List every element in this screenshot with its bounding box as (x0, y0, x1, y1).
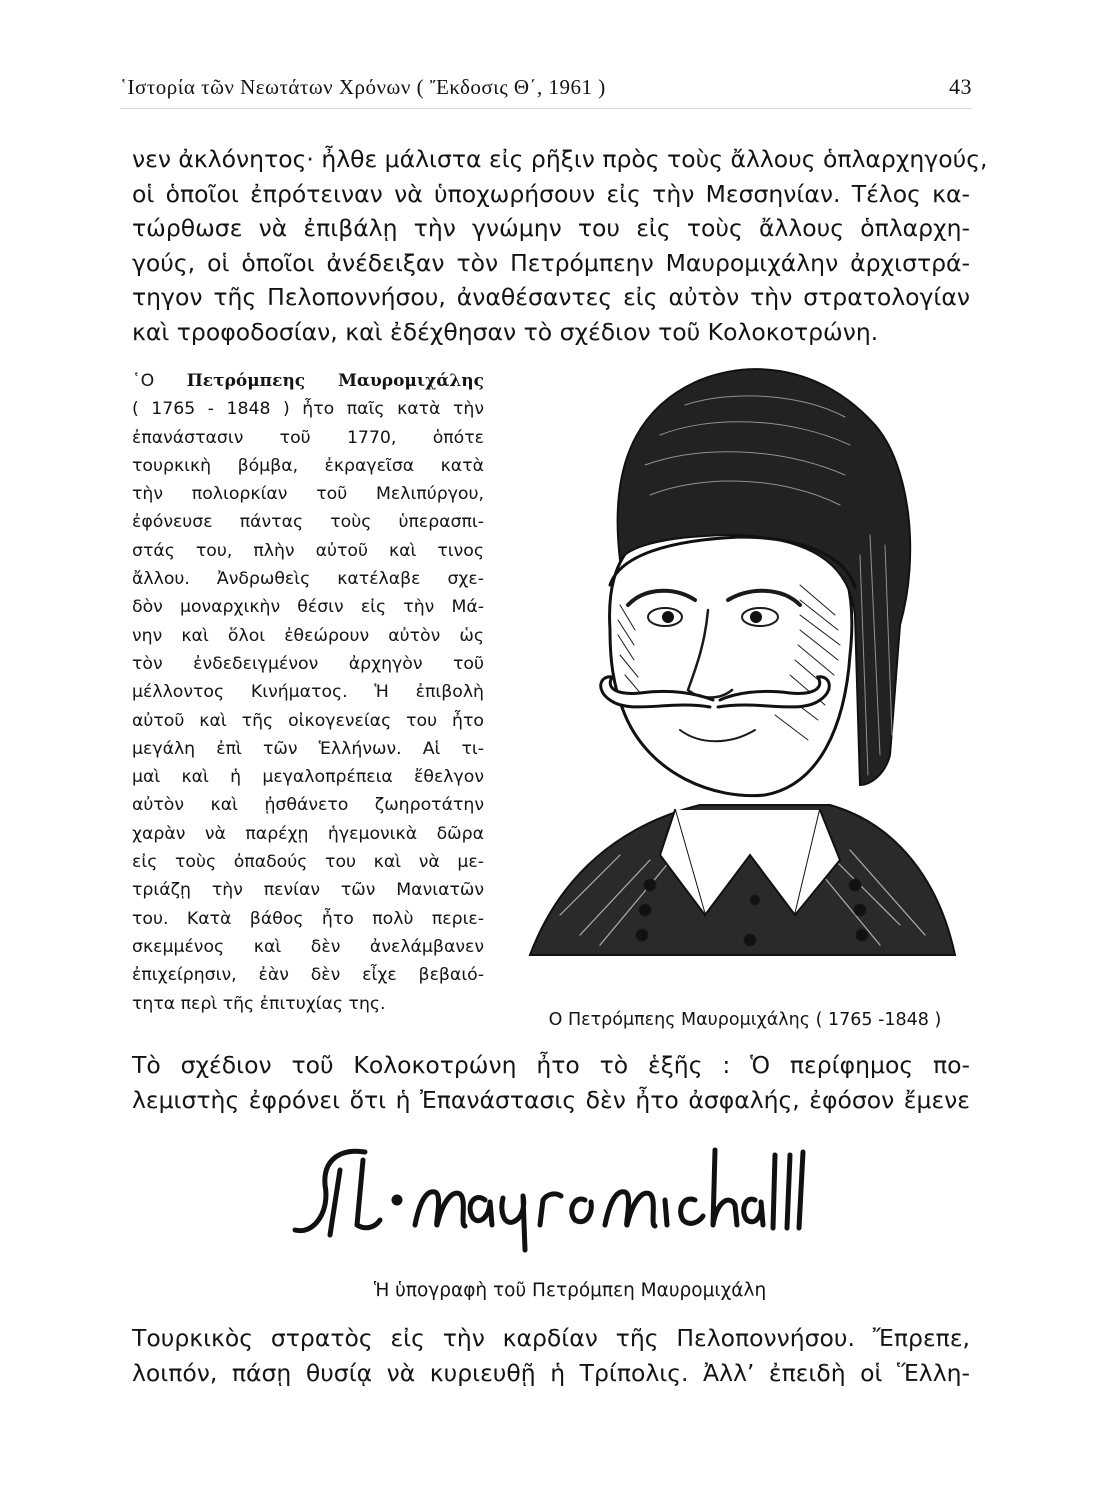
sidebar-line: χαρὰν νὰ παρέχῃ ἡγεμονικὰ δῶρα (132, 823, 484, 844)
sidebar-line: τὸν ἐνδεδειγμένον ἀρχηγὸν τοῦ (132, 653, 484, 674)
paragraph-2 (132, 1048, 970, 1117)
sidebar-line: ἄλλου. Ἀνδρωθεὶς κατέλαβε σχε- (132, 569, 484, 590)
signature-caption: Ἡ ὑπογραφὴ τοῦ Πετρόμπεη Μαυρομιχάλη (373, 1280, 767, 1301)
sidebar-line: μέλλοντος Κινήματος. Ἡ ἐπιβολὴ (132, 682, 484, 703)
sidebar-heading-prefix: ῾Ο (132, 371, 187, 391)
paragraph-line: Τουρκικὸς στρατὸς εἰς τὴν καρδίαν τῆς Πελοποννήσου. Ἔπρεπε, (132, 1324, 970, 1352)
sidebar-line: ἐπιχείρησιν, ἐὰν δὲν εἶχε βεβαιό- (132, 965, 484, 986)
portrait-engraving (500, 355, 970, 995)
sidebar-heading-line (132, 367, 484, 395)
paragraph-line: τώρθωσε νὰ ἐπιβάλῃ τὴν γνώμην του εἰς τοὺς ἄλλους ὁπλαρχη- (132, 214, 970, 243)
paragraph-line: τηγον τῆς Πελοποννήσου, ἀναθέσαντες εἰς αὐτὸν τὴν στρατολογίαν (132, 283, 970, 312)
page-number: 43 (949, 74, 972, 99)
sidebar-heading-name: Πετρόμπεης Μαυρομιχάλης (186, 371, 484, 391)
sidebar-line: τητα περὶ τῆς ἐπιτυχίας της. (132, 993, 386, 1014)
handwritten-signature (285, 1130, 825, 1260)
paragraph-line: Τὸ σχέδιον τοῦ Κολοκοτρώνη ἦτο τὸ ἑξῆς : Ὁ περίφημος πο- (132, 1051, 970, 1079)
running-head-title: ῾Ιστορία τῶν Νεωτάτων Χρόνων ( Ἔκδοσις Θ΄, 1961 ) (120, 75, 606, 99)
sidebar-line: εἰς τοὺς ὀπαδούς του καὶ νὰ με- (132, 852, 484, 873)
sidebar-line: ἐφόνευσε πάντας τοὺς ὑπερασπι- (132, 512, 484, 533)
paragraph-line: οἱ ὁποῖοι ἐπρότειναν νὰ ὑποχωρήσουν εἰς τὴν Μεσσηνίαν. Τέλος κα- (132, 179, 970, 208)
biography-sidebar (132, 367, 484, 1018)
header-rule (120, 108, 972, 109)
sidebar-line: σκεμμένος καὶ δὲν ἀνελάμβανεν (132, 936, 484, 957)
sidebar-line: του. Κατὰ βάθος ἦτο πολὺ περιε- (132, 908, 484, 929)
sidebar-line: νην καὶ ὅλοι ἐθεώρουν αὐτὸν ὡς (132, 625, 484, 646)
sidebar-line: μαὶ καὶ ἡ μεγαλοπρέπεια ἔθελγον (132, 767, 484, 788)
sidebar-line: τὴν πολιορκίαν τοῦ Μελιπύργου, (132, 484, 484, 505)
paragraph-line: λεμιστὴς ἐφρόνει ὅτι ἡ Ἐπανάστασις δὲν ἦτο ἀσφαλής, ἐφόσον ἔμενε (132, 1085, 970, 1114)
sidebar-line: μεγάλη ἐπὶ τῶν Ἑλλήνων. Αἱ τι- (132, 738, 484, 759)
paragraph-line: νεν ἀκλόνητος· ἦλθε μάλιστα εἰς ρῆξιν πρὸς τοὺς ἄλλους ὁπλαρχηγούς, (132, 145, 988, 173)
portrait-caption: Ο Πετρόμπεης Μαυρομιχάλης ( 1765 -1848 ) (548, 1010, 942, 1030)
paragraph-3 (132, 1321, 970, 1390)
sidebar-line: αὐτοῦ καὶ τῆς οἰκογενείας του ἦτο (132, 710, 484, 731)
sidebar-line: αὐτὸν καὶ ᾐσθάνετο ζωηροτάτην (132, 795, 484, 816)
sidebar-line: ἐπανάστασιν τοῦ 1770, ὁπότε (132, 427, 484, 448)
paragraph-1 (132, 142, 988, 350)
sidebar-line: δὸν μοναρχικὴν θέσιν εἰς τὴν Μά- (132, 597, 484, 618)
sidebar-line: τριάζῃ τὴν πενίαν τῶν Μανιατῶν (132, 880, 484, 901)
running-head (120, 74, 972, 100)
paragraph-line: λοιπόν, πάσῃ θυσίᾳ νὰ κυριευθῇ ἡ Τρίπολις. Ἀλλ’ ἐπειδὴ οἱ Ἕλλη- (132, 1358, 970, 1387)
sidebar-line: ( 1765 - 1848 ) ἦτο παῖς κατὰ τὴν (132, 399, 484, 420)
sidebar-line: τουρκικὴ βόμβα, ἐκραγεῖσα κατὰ (132, 455, 484, 476)
sidebar-line: στάς του, πλὴν αὐτοῦ καὶ τινος (132, 540, 484, 561)
paragraph-line: καὶ τροφοδοσίαν, καὶ ἐδέχθησαν τὸ σχέδιον τοῦ Κολοκοτρώνη. (132, 317, 879, 346)
paragraph-line: γούς, οἱ ὁποῖοι ἀνέδειξαν τὸν Πετρόμπεην Μαυρομιχάλην ἀρχιστρά- (132, 248, 970, 277)
